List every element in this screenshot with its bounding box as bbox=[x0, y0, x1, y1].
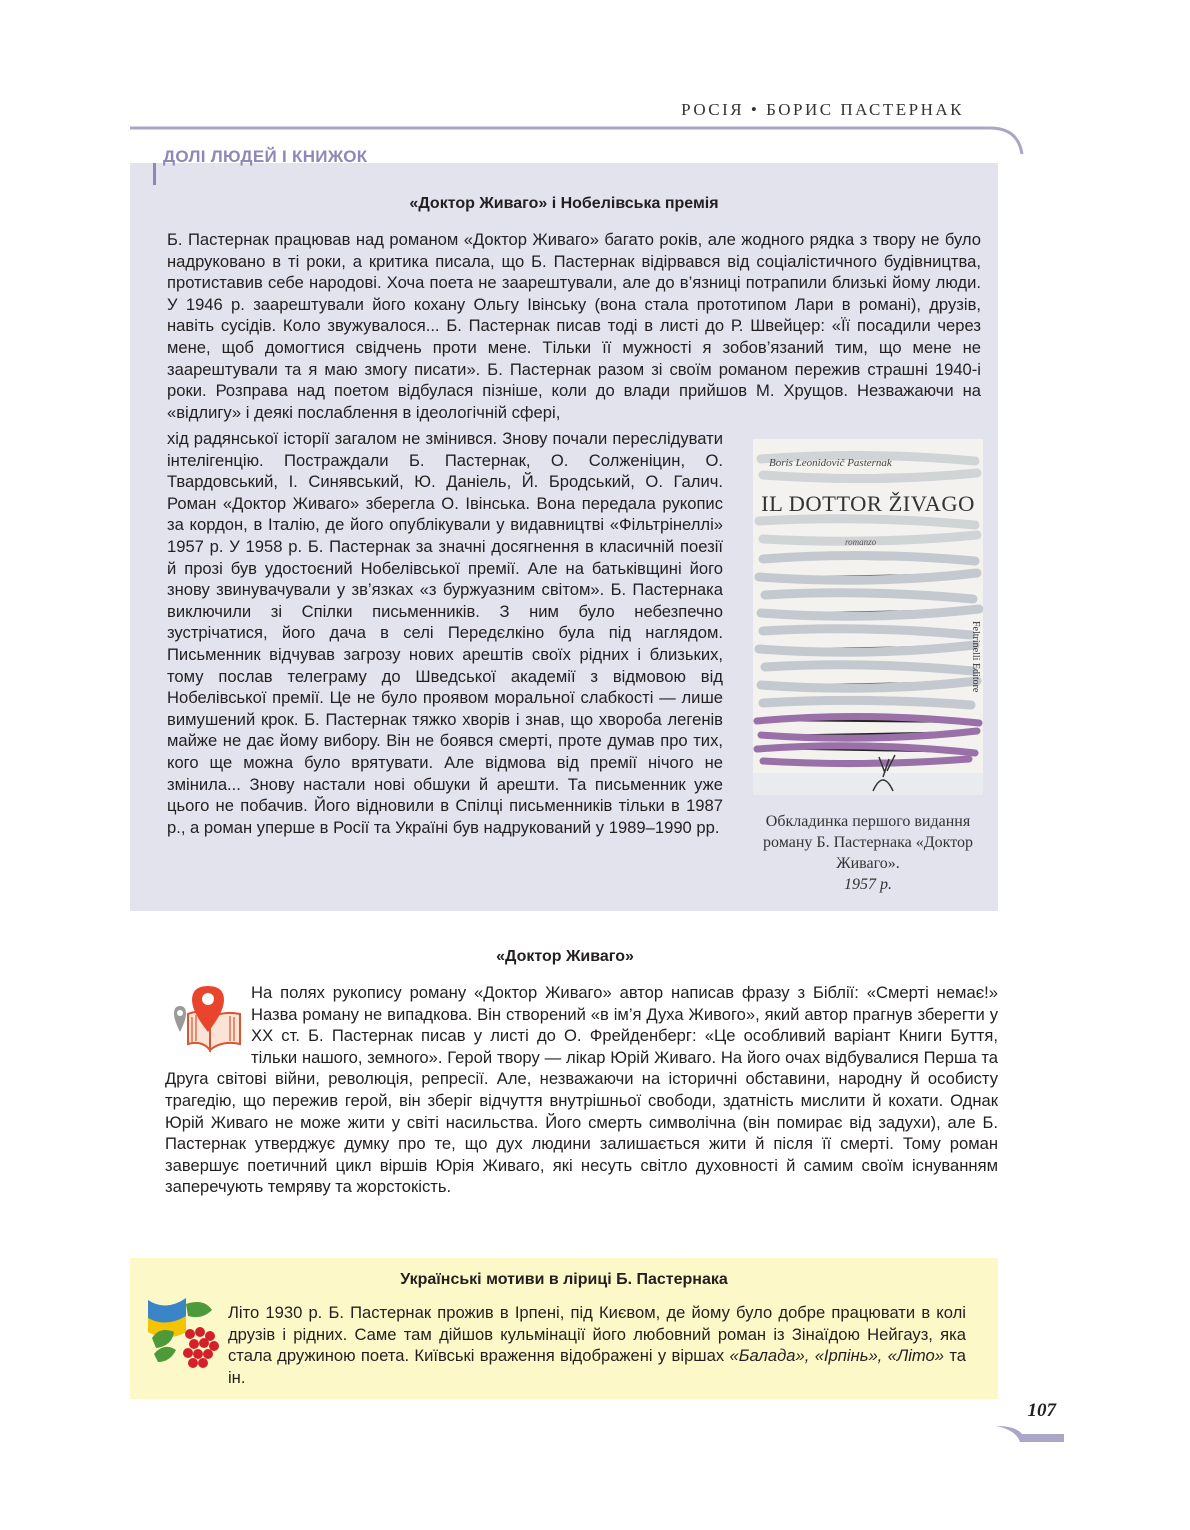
cover-subtitle: romanzo bbox=[845, 537, 877, 547]
ukrainian-motifs-note bbox=[130, 1258, 998, 1399]
page-header-title: РОСІЯ • БОРИС ПАСТЕРНАК bbox=[681, 100, 964, 119]
cover-caption-year: 1957 р. bbox=[844, 876, 892, 893]
section-label: ДОЛІ ЛЮДЕЙ І КНИЖОК bbox=[163, 147, 368, 166]
cover-title: IL DOTTOR ŽIVAGO bbox=[761, 491, 975, 516]
cover-caption-text: Обкладинка першого видання роману Б. Пастернака «Доктор Живаго». bbox=[763, 813, 973, 872]
note-poem-titles: «Балада», «Ірпінь», «Літо» bbox=[729, 1346, 944, 1366]
cover-author: Boris Leonidovič Pasternak bbox=[769, 457, 892, 469]
viburnum-flag-icon bbox=[146, 1298, 222, 1370]
section2-text: На полях рукопису роману «Доктор Живаго» автор написав фразу з Біблії: «Смерті немає!» Назва роману не випадкова. Він створений «в ім’я Духа Живого», який автор прагнув зберегти у XX ст. Б. Пастернак писав у листі до О. Фрейденберг: «Це особливий варіант Книги Буття, тільки нашого, земного». Герой твору — лікар Юрій Живаго. На його очах відбувалися Перша та Друга світові війни, революція, репресії. Але, незважаючи на історичні обставини, народну й особисту трагедію, що пережив герой, він зберіг відчуття внутрішньої свободи, здатність мислити й кохати. Однак Юрій Живаго не може жити у світі насильства. Його смерть символічна (він помирає від задухи), але Б. Пастернак утверджує думку про те, що дух людини залишається жити й після її смерті. Тому роман завершує поетичний цикл віршів Юрія Живаго, які несуть світло духовності й самим своїм існуванням заперечують темряву та жорстокість. bbox=[165, 983, 998, 1197]
page-number: 107 bbox=[1027, 1400, 1056, 1421]
panel-paragraph-1: Б. Пастернак працював над романом «Доктор Живаго» багато років, але жодного рядка з твору не було надруковано в ті роки, а критика писала, що Б. Пастернак відірвався від соціалістичного будівництва, протиставив себе народові. Хоча поета не заарештували, але до в’язниці потрапили близькі йому люди. У 1946 р. заарештували його кохану Ольгу Івінську (вона стала прототипом Лари в романі), друзів, навіть сусідів. Коло звужувалося... Б. Пастернак писав тоді в листі до Р. Швейцер: «Її посадили через мене, щоб домогтися свідчень проти мене. Тільки її мужності я зобов’язаний тим, що мене не заарештували та я маю змогу писати». Б. Пастернак разом зі своїм романом пережив страшні 1940-і роки. Розправа над поетом відбулася пізніше, коли до влади прийшов М. Хрущов. Незважаючи на «відлигу» і деякі послаблення в ідеологічній сфері, bbox=[167, 230, 981, 422]
page-tab-decoration bbox=[996, 1424, 1066, 1444]
book-cover-image bbox=[753, 439, 983, 795]
panel-title: «Доктор Живаго» і Нобелівська премія bbox=[409, 195, 719, 212]
fate-panel bbox=[130, 163, 998, 911]
section2-title: «Доктор Живаго» bbox=[496, 948, 634, 965]
note-text-plain: Літо 1930 р. Б. Пастернак прожив в Ірпені, під Києвом, де йому було добре працювати в колі друзів і рідних. Саме там дійшов кульмінації його любовний роман із Зінаїдою Нейгауз, яка стала дружиною поета. Київські враження відображені у віршах bbox=[228, 1303, 966, 1366]
note-title: Українські мотиви в ліриці Б. Пастернака bbox=[400, 1271, 728, 1288]
cover-caption bbox=[744, 811, 992, 895]
cover-publisher: Feltrinelli Editore bbox=[970, 621, 981, 693]
note-text bbox=[228, 1302, 966, 1388]
section-label-tick bbox=[153, 163, 156, 185]
note-text-end: та ін. bbox=[228, 1346, 966, 1387]
panel-paragraph-2: хід радянської історії загалом не змінився. Знову почали переслідувати інтелігенцію. Постраждали Б. Пастернак, О. Солженіцин, О. Твардовський, І. Синявський, Ю. Даніель, Й. Бродський, О. Галич. Роман «Доктор Живаго» зберегла О. Івінська. Вона передала рукопис за кордон, в Італію, де його опублікували у видавництві «Фільтрінеллі» 1957 р. У 1958 р. Б. Пастернак за значні досягнення в класичній поезії й прозі був удостоєний Нобелівської премії. Але на батьківщині його знову звинувачували у зв’язках «з буржуазним світом». Б. Пастернака виключили зі Спілки письменників. З ним було небезпечно зустрічатися, його дача в селі Передєлкіно була під наглядом. Письменник відчував загрозу нових арештів своїх рідних і близьких, тому послав телеграму до Шведської академії з відмовою від Нобелівської премії. Це не було проявом моральної слабкості — лише вимушений крок. Б. Пастернак тяжко хворів і знав, що хвороба легенів майже не дає йому вибору. Він не боявся смерті, проте думав про тих, кого ще можна було врятувати. Але відмова від премії нічого не змінила... Знову настали нові обшуки й арешти. Та письменник уже цього не побачив. Його відновили в Спілці письменників тільки в 1987 р., а роман уперше в Росії та Україні був надрукований у 1989–1990 рр. bbox=[167, 429, 723, 837]
section2-text-block bbox=[165, 982, 998, 1198]
